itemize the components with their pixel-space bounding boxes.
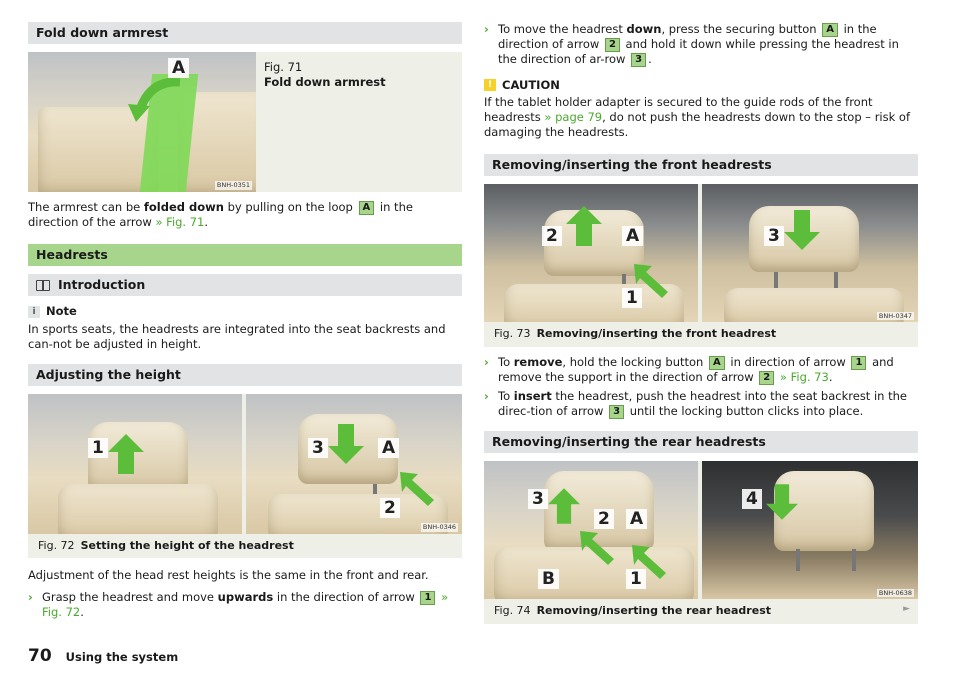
arrow-left-icon [580,531,614,565]
info-icon: i [28,306,40,318]
figure-73-label-a: A [622,226,643,246]
figure-72-label-a: A [378,438,399,458]
figure-74-image [484,461,918,599]
bullet-remove: › To remove, hold the locking button A in direction of arrow 1 and remove the support in the direction of arrow 2 » Fig. 73. [484,354,894,384]
figure-71-code: BNH-0351 [216,181,250,190]
adjust-text: Adjustment of the head rest heights is the same in the front and rear. [28,568,429,583]
figure-71-caption [256,52,394,192]
bullet-insert: › To insert the headrest, push the headrest into the seat backrest in the direc-tion of arrow 3 until the locking button clicks into place. [484,389,907,419]
section-title-rear-headrests: Removing/inserting the rear headrests [484,431,918,453]
figure-71-image [28,52,256,192]
figure-71-number: Fig. 71 [264,60,303,74]
figure-72-caption: Fig. 72 Setting the height of the headrest [38,538,294,552]
fold-text: The armrest can be folded down by pulling on the loop A in the direction of the arrow » Fig. 71. [28,200,413,230]
fig-71-link[interactable]: » Fig. 71 [155,215,205,230]
chevron-right-icon: › [28,589,33,604]
caution-heading: ! CAUTION [484,78,918,93]
section-title-headrests: Headrests [28,244,462,266]
figure-74 [484,461,918,624]
bullet-move-down: › To move the headrest down, press the securing button A in the direction of arrow 2 and hold it down while pressing the headrest in the direction of ar-row 3 . [484,22,899,67]
figure-74-label-1: 1 [626,569,646,589]
bullet-move-up: › Grasp the headrest and move upwards in the direction of arrow 1 » Fig. 72. [28,589,449,619]
fig-72-link[interactable]: » Fig. 72 [42,589,449,619]
continue-arrow-icon: ► [903,604,910,615]
figure-74-label-3: 3 [528,489,548,509]
arrow-diag-icon [400,472,434,506]
page-number: 70 [28,646,52,666]
right-column [484,22,918,624]
figure-74-label-a: A [626,509,647,529]
figure-72-label-2: 2 [380,498,400,518]
book-icon [36,280,50,291]
warning-icon: ! [484,79,496,91]
figure-74-label-b: B [538,569,559,589]
arrow-down-icon [766,483,798,521]
figure-73-label-1: 1 [622,288,642,308]
section-title-fold-armrest: Fold down armrest [28,22,462,44]
chapter-title: Using the system [65,650,179,664]
page-footer [28,645,178,667]
arrow-down-icon [784,210,820,250]
figure-73-image [484,184,918,322]
arrow-down-icon [328,424,364,464]
curved-arrow-icon [120,74,190,124]
figure-73-label-3: 3 [764,226,784,246]
label-box-a: A [359,201,375,215]
figure-74-label-2: 2 [594,509,614,529]
caution-text: If the tablet holder adapter is secured to the guide rods of the front headrests » page 79, do not push the headrests down to the stop – risk of damaging the headrests. [484,94,911,140]
chevron-right-icon: › [484,354,489,369]
section-title-front-headrests: Removing/inserting the front headrests [484,154,918,176]
page-79-link[interactable]: » page 79 [544,109,603,124]
note-heading: i Note [28,304,462,319]
chevron-right-icon: › [484,389,489,404]
arrow-up-icon [548,487,580,525]
section-title-adjusting-height: Adjusting the height [28,364,462,386]
figure-72-label-3: 3 [308,438,328,458]
arrow-up-icon [108,434,144,474]
note-text: In sports seats, the headrests are integrated into the seat backrests and can-not be adjusted in height. [28,321,446,351]
figure-72-code: BNH-0346 [422,523,456,532]
chevron-right-icon: › [484,22,489,36]
figure-73-caption: Fig. 73 Removing/inserting the front headrest [494,327,777,341]
figure-72 [28,394,462,559]
figure-72-label-1: 1 [88,438,108,458]
figure-74-caption: Fig. 74 Removing/inserting the rear headrest [494,604,771,618]
figure-72-image [28,394,462,534]
figure-71 [28,52,462,192]
fig-73-link[interactable]: » Fig. 73 [776,369,829,384]
figure-73-code: BNH-0347 [878,311,912,320]
figure-74-code: BNH-0638 [878,588,912,597]
figure-71-label-a: A [168,58,189,78]
arrow-up-icon [566,206,602,246]
figure-74-label-4: 4 [742,489,762,509]
figure-73 [484,184,918,347]
left-column [28,22,462,624]
section-title-introduction: Introduction [28,274,462,296]
figure-71-title: Fold down armrest [264,75,386,90]
figure-73-label-2: 2 [542,226,562,246]
